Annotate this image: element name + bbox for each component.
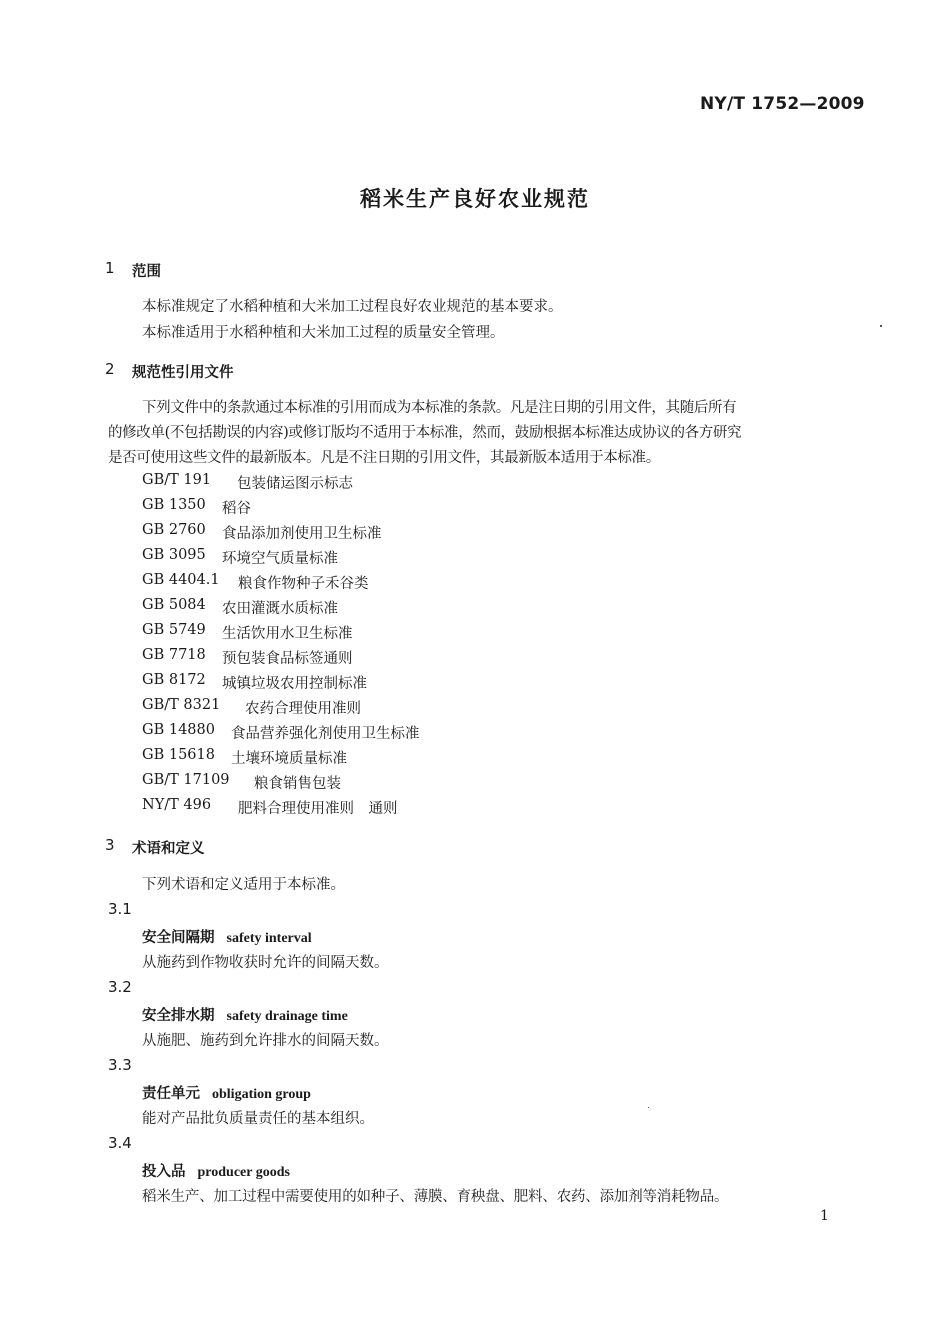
ref-name: 预包装食品标签通则 (222, 651, 353, 667)
page-number: 1 (820, 1208, 829, 1224)
refs-intro-line-2: 的修改单(不包括勘误的内容)或修订版均不适用于本标准，然而，鼓励根据本标准达成协议的各方研究 (108, 425, 742, 441)
section-2-number: 2 (105, 360, 115, 378)
term-english: safety interval (226, 931, 312, 946)
scope-paragraph-2: 本标准适用于水稻种植和大米加工过程的质量安全管理。 (142, 325, 505, 341)
section-1-number: 1 (105, 259, 115, 277)
ref-name: 食品营养强化剂使用卫生标准 (231, 726, 420, 742)
ref-code: NY/T 496 (142, 797, 212, 813)
ref-code: GB 8172 (142, 672, 206, 688)
term-number: 3.3 (108, 1056, 132, 1074)
ref-code: GB 1350 (142, 497, 206, 513)
term-chinese: 责任单元 (142, 1086, 200, 1102)
ref-name: 农药合理使用准则 (245, 701, 361, 717)
scope-paragraph-1: 本标准规定了水稻种植和大米加工过程良好农业规范的基本要求。 (142, 299, 563, 315)
document-title: 稻米生产良好农业规范 (360, 187, 590, 211)
term-english: producer goods (197, 1165, 290, 1180)
ref-name: 稻谷 (222, 501, 251, 517)
ref-name: 农田灌溉水质标准 (222, 601, 338, 617)
section-3-title: 术语和定义 (132, 841, 205, 857)
ref-name: 包装储运图示标志 (237, 476, 353, 492)
term-english: obligation group (212, 1087, 311, 1102)
ref-code: GB 2760 (142, 522, 206, 538)
ref-code: GB 5749 (142, 622, 206, 638)
ref-code: GB 15618 (142, 747, 215, 763)
term-chinese: 投入品 (142, 1164, 186, 1180)
section-3-number: 3 (105, 836, 115, 854)
term-heading (142, 1160, 290, 1181)
term-definition: 从施肥、施药到允许排水的间隔天数。 (142, 1033, 389, 1049)
refs-intro-line-3: 是否可使用这些文件的最新版本。凡是不注日期的引用文件，其最新版本适用于本标准。 (108, 450, 660, 466)
ref-name: 肥料合理使用准则 通则 (238, 801, 398, 817)
ref-code: GB 14880 (142, 722, 215, 738)
section-1-title: 范围 (132, 264, 161, 280)
term-english: safety drainage time (226, 1009, 348, 1024)
term-chinese: 安全排水期 (142, 1008, 215, 1024)
standard-code: NY/T 1752—2009 (700, 94, 865, 114)
ref-name: 粮食销售包装 (254, 776, 341, 792)
ref-code: GB 3095 (142, 547, 206, 563)
ref-code: GB/T 17109 (142, 772, 230, 788)
ref-code: GB 5084 (142, 597, 206, 613)
ref-name: 城镇垃圾农用控制标准 (222, 676, 367, 692)
ref-name: 生活饮用水卫生标准 (222, 626, 353, 642)
ref-name: 食品添加剂使用卫生标准 (222, 526, 382, 542)
scan-speck (880, 325, 882, 327)
scan-speck (648, 1107, 649, 1108)
term-chinese: 安全间隔期 (142, 930, 215, 946)
term-definition: 从施药到作物收获时允许的间隔天数。 (142, 955, 389, 971)
term-heading (142, 1082, 311, 1103)
term-heading (142, 926, 312, 947)
section-2-title: 规范性引用文件 (132, 365, 234, 381)
ref-name: 粮食作物种子禾谷类 (238, 576, 369, 592)
term-heading (142, 1004, 348, 1025)
term-number: 3.2 (108, 978, 132, 996)
term-definition: 稻米生产、加工过程中需要使用的如种子、薄膜、育秧盘、肥料、农药、添加剂等消耗物品。 (142, 1189, 729, 1205)
ref-code: GB/T 8321 (142, 697, 221, 713)
term-number: 3.1 (108, 900, 132, 918)
term-definition: 能对产品批负质量责任的基本组织。 (142, 1111, 374, 1127)
ref-name: 环境空气质量标准 (222, 551, 338, 567)
ref-code: GB 7718 (142, 647, 206, 663)
terms-intro: 下列术语和定义适用于本标准。 (142, 877, 345, 893)
refs-intro-line-1: 下列文件中的条款通过本标准的引用而成为本标准的条款。凡是注日期的引用文件，其随后所有 (142, 400, 737, 416)
ref-code: GB/T 191 (142, 472, 212, 488)
ref-code: GB 4404.1 (142, 572, 220, 588)
term-number: 3.4 (108, 1134, 132, 1152)
ref-name: 土壤环境质量标准 (231, 751, 347, 767)
